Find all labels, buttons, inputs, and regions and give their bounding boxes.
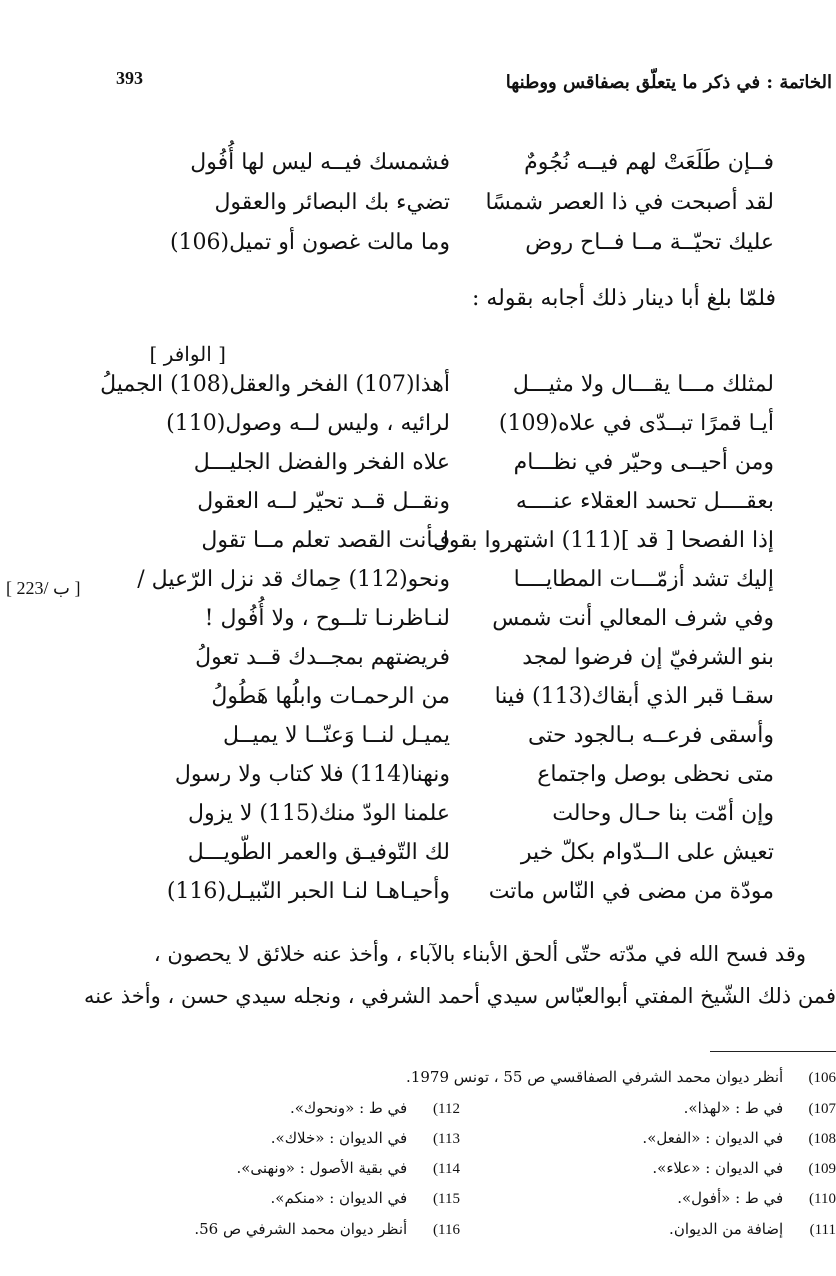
- verse-line: [0, 606, 836, 644]
- footnote-number: (114: [433, 1161, 460, 1177]
- verse-left-hemistich: علمنا الودّ منك(115) لا يزول: [188, 801, 450, 826]
- verse-left-hemistich: لرائيه ، وليس لــه وصول(110): [166, 411, 450, 436]
- footnote-number: (111: [809, 1222, 836, 1238]
- verse-left-hemistich: فشمسك فيــه ليس لها أُفُول: [190, 150, 450, 175]
- verse-line: [0, 190, 836, 228]
- footnote-116: [194, 1220, 460, 1239]
- verse-right-hemistich: فــإن طَلَعَتْ لهم فيــه نُجُومٌ: [524, 150, 774, 175]
- verse-left-hemistich: علاه الفخر والفضل الجليـــل: [193, 450, 450, 475]
- footnote-text: في ط : «أفول».: [677, 1189, 784, 1207]
- verse-right-hemistich: بعقــــل تحسد العقلاء عنــــه: [515, 489, 774, 514]
- verse-right-hemistich: أيـا قمرًا تبــدّى في علاه(109): [498, 411, 774, 436]
- verse-line: [0, 150, 836, 188]
- verse-left-hemistich: وما مالت غصون أو تميل(106): [169, 230, 450, 255]
- verse-right-hemistich: وإن أمّت بنا حـال وحالت: [552, 801, 774, 826]
- prose-paragraph: فلمّا بلغ أبا دينار ذلك أجابه بقوله :: [471, 286, 776, 311]
- verse-line: [0, 567, 836, 605]
- verse-left-hemistich: لك التّوفيـق والعمر الطّويـــل: [187, 840, 450, 865]
- verse-line: [0, 528, 836, 566]
- verse-right-hemistich: لمثلك مـــا يقـــال ولا مثيـــل: [512, 372, 774, 397]
- verse-left-hemistich: فريضتهم بمجــدك قــد تعولُ: [195, 645, 450, 670]
- verse-line: [0, 645, 836, 683]
- verse-line: [0, 489, 836, 527]
- footnote-text: في ط : «ونحوك».: [289, 1099, 408, 1117]
- footnote-106: [406, 1068, 836, 1087]
- verse-left-hemistich: ونهنا(114) فلا كتاب ولا رسول: [174, 762, 450, 787]
- footnote-number: (110: [809, 1191, 836, 1207]
- footnote-number: (116: [433, 1222, 460, 1238]
- verse-left-hemistich: أهذا(107) الفخر والعقل(108) الجميلُ: [100, 372, 450, 397]
- verse-right-hemistich: عليك تحيّــة مــا فــاح روض: [525, 230, 774, 255]
- verse-left-hemistich: ونقــل قــد تحيّر لــه العقول: [197, 489, 450, 514]
- verse-line: [0, 879, 836, 917]
- footnote-number: (115: [433, 1191, 460, 1207]
- prose-line: فمن ذلك الشّيخ المفتي أبوالعبّاس سيدي أحمد الشرفي ، ونجله سيدي حسن ، وأخذ عنه: [83, 984, 836, 1008]
- verse-left-hemistich: فـأنت القصد تعلم مــا تقول: [201, 528, 450, 553]
- verse-line: [0, 684, 836, 722]
- footnote-text: في ط : «لهذا».: [683, 1099, 784, 1117]
- verse-line: [0, 372, 836, 410]
- footnote-110: [677, 1189, 836, 1208]
- verse-line: [0, 230, 836, 268]
- verse-right-hemistich: وفي شرف المعالي أنت شمس: [492, 606, 774, 631]
- footnote-115: [271, 1189, 460, 1208]
- verse-line: [0, 450, 836, 488]
- footnote-108: [642, 1129, 836, 1148]
- footnote-number: (109: [808, 1161, 836, 1177]
- footnote-divider: [710, 1051, 836, 1052]
- page-number: 393: [116, 68, 143, 88]
- verse-left-hemistich: لنـاظرنـا تلــوح ، ولا أُفُول !: [204, 606, 450, 631]
- verse-left-hemistich: ونحو(112) حِماك قد نزل الرّعيل /: [137, 567, 450, 592]
- footnote-number: (106: [808, 1070, 836, 1086]
- footnote-number: (112: [433, 1101, 460, 1117]
- footnote-107: [684, 1099, 836, 1118]
- verse-right-hemistich: ومن أحيــى وحيّر في نظـــام: [513, 450, 774, 475]
- footnote-text: في الديوان : «خلاك».: [270, 1129, 408, 1147]
- verse-right-hemistich: تعيش على الــدّوام بكلّ خير: [520, 840, 774, 865]
- footnote-113: [271, 1129, 460, 1148]
- verse-right-hemistich: متى نحظى بوصل واجتماع: [537, 762, 774, 787]
- verse-left-hemistich: من الرحمـات وابلُها هَطُولُ: [211, 684, 450, 709]
- prose-line: وقد فسح الله في مدّته حتّى ألحق الأبناء بالآباء ، وأخذ عنه خلائق لا يحصون ،: [153, 942, 806, 966]
- footnote-111: [669, 1220, 836, 1239]
- verse-left-hemistich: يميـل لنــا وَعنّــا لا يميــل: [222, 723, 450, 748]
- verse-line: [0, 801, 836, 839]
- footnote-text: في الديوان : «علاء».: [652, 1159, 784, 1177]
- verse-right-hemistich: سقـا قبر الذي أبقاك(113) فينا: [494, 684, 774, 709]
- footnote-text: أنظر ديوان محمد الشرفي الصفاقسي ص 55 ، تونس 1979.: [406, 1068, 784, 1086]
- margin-folio-reference: [ 223/ ب ]: [6, 578, 81, 598]
- verse-right-hemistich: وأسقى فرعــه بـالجود حتى: [528, 723, 774, 748]
- verse-line: [0, 411, 836, 449]
- verse-right-hemistich: مودّة من مضى في النّاس ماتت: [488, 879, 774, 904]
- verse-right-hemistich: لقد أصبحت في ذا العصر شمسًا: [485, 190, 774, 215]
- footnote-text: إضافة من الديوان.: [669, 1220, 784, 1238]
- running-head: الخاتمة : في ذكر ما يتعلّق بصفاقس ووطنها: [505, 72, 832, 93]
- verse-line: [0, 840, 836, 878]
- verse-right-hemistich: إليك تشد أزمّـــات المطايــــا: [513, 567, 774, 592]
- footnote-number: (107: [808, 1101, 836, 1117]
- footnote-number: (108: [808, 1131, 836, 1147]
- footnote-text: أنظر ديوان محمد الشرفي ص 56.: [194, 1220, 408, 1238]
- footnote-109: [652, 1159, 836, 1178]
- footnote-112: [290, 1099, 460, 1118]
- verse-right-hemistich: إذا الفصحا [ قد ](111) اشتهروا بقول: [432, 528, 774, 553]
- footnote-114: [236, 1159, 460, 1178]
- verse-line: [0, 762, 836, 800]
- meter-label: [ الوافر ]: [149, 342, 226, 366]
- verse-line: [0, 723, 836, 761]
- verse-left-hemistich: وأحيـاهـا لنـا الحبر النّبيـل(116): [166, 879, 450, 904]
- footnote-number: (113: [433, 1131, 460, 1147]
- footnote-text: في بقية الأصول : «ونهنى».: [236, 1159, 408, 1177]
- verse-left-hemistich: تضيء بك البصائر والعقول: [214, 190, 450, 215]
- footnote-text: في الديوان : «منكم».: [270, 1189, 408, 1207]
- footnote-text: في الديوان : «الفعل».: [642, 1129, 784, 1147]
- verse-right-hemistich: بنو الشرفيّ إن فرضوا لمجد: [522, 645, 774, 670]
